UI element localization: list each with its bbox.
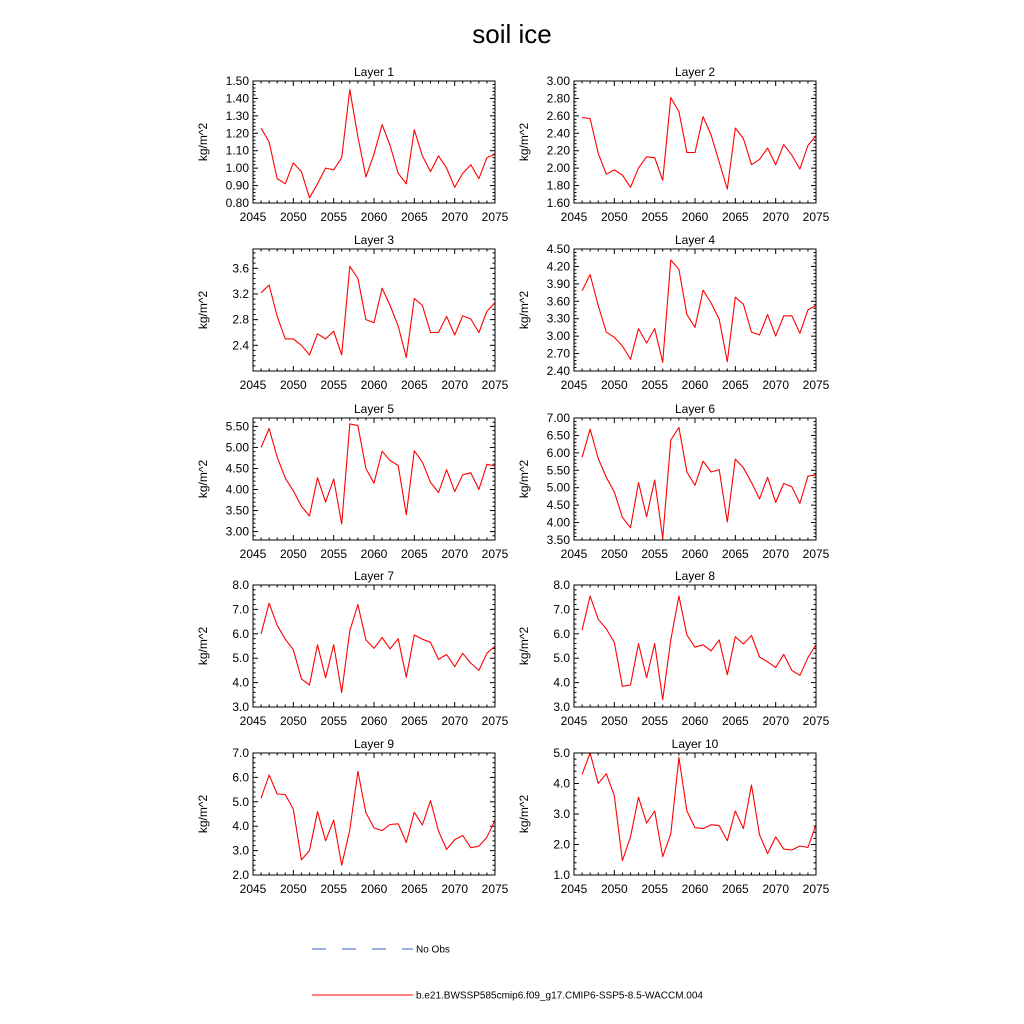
y-axis-label: kg/m^2 [196,122,210,162]
panel-9 [196,737,509,896]
x-tick-label: 2070 [441,378,469,392]
series-line [582,596,816,700]
y-tick-label: 6.0 [232,770,249,785]
y-tick-label: 2.0 [232,868,249,882]
x-tick-label: 2045 [560,882,588,896]
x-tick-label: 2065 [400,378,428,392]
panel-6 [517,402,830,561]
legend-label-no-obs: No Obs [416,944,450,956]
x-tick-label: 2045 [239,210,267,224]
x-tick-label: 2055 [320,882,348,896]
y-tick-label: 3.6 [232,261,249,276]
y-tick-label: 4.0 [232,675,249,690]
x-tick-label: 2070 [762,378,790,392]
y-tick-label: 0.90 [225,178,249,193]
x-tick-label: 2075 [802,547,830,561]
y-tick-label: 5.50 [546,463,570,478]
x-tick-label: 2055 [320,210,348,224]
x-tick-label: 2050 [279,378,307,392]
panel-8 [517,569,830,728]
y-tick-label: 7.0 [553,602,570,617]
x-tick-label: 2060 [360,378,388,392]
y-axis-label: kg/m^2 [196,626,210,666]
x-tick-label: 2060 [360,210,388,224]
x-tick-label: 2060 [360,882,388,896]
plot-frame [253,81,495,203]
y-tick-label: 4.50 [546,242,570,256]
y-tick-label: 3.30 [546,311,570,326]
y-tick-label: 3.0 [232,700,249,714]
y-tick-label: 1.50 [225,74,249,88]
y-tick-label: 7.0 [232,746,249,760]
y-tick-label: 0.80 [225,196,249,210]
x-tick-label: 2055 [641,378,669,392]
x-tick-label: 2055 [320,547,348,561]
y-tick-label: 1.10 [225,143,249,158]
x-tick-label: 2060 [681,210,709,224]
y-tick-label: 1.60 [546,196,570,210]
x-tick-label: 2075 [481,378,509,392]
x-tick-label: 2065 [721,714,749,728]
x-tick-label: 2050 [279,882,307,896]
x-tick-label: 2055 [320,378,348,392]
x-tick-label: 2060 [360,714,388,728]
y-tick-label: 2.70 [546,346,570,361]
y-axis-label: kg/m^2 [517,459,531,499]
series-line [582,427,816,538]
y-tick-label: 2.40 [546,364,570,378]
y-tick-label: 3.50 [225,503,249,518]
x-tick-label: 2045 [560,547,588,561]
panel-10 [517,737,830,896]
y-axis-label: kg/m^2 [196,794,210,834]
y-tick-label: 3.50 [546,533,570,547]
x-tick-label: 2070 [441,210,469,224]
x-tick-label: 2065 [400,210,428,224]
x-tick-label: 2065 [400,714,428,728]
y-tick-label: 1.30 [225,108,249,123]
plot-frame [253,249,495,371]
panel-title: Layer 5 [353,402,395,416]
panel-title: Layer 2 [674,65,716,79]
y-tick-label: 2.80 [546,91,570,106]
y-tick-label: 2.00 [546,161,570,176]
x-tick-label: 2045 [560,210,588,224]
x-tick-label: 2050 [279,714,307,728]
series-line [261,90,495,198]
panel-grid [196,65,830,896]
y-tick-label: 2.20 [546,143,570,158]
x-tick-label: 2075 [481,714,509,728]
panel-title: Layer 1 [353,65,395,79]
y-tick-label: 7.0 [232,602,249,617]
x-tick-label: 2070 [441,714,469,728]
series-line [582,98,816,190]
y-tick-label: 4.50 [546,498,570,513]
plot-frame [253,585,495,707]
x-tick-label: 2050 [279,547,307,561]
legend-label-model-run: b.e21.BWSSP585cmip6.f09_g17.CMIP6-SSP5-8.5-WACCM.004 [416,990,703,1002]
y-tick-label: 6.0 [553,626,570,641]
x-tick-label: 2075 [802,714,830,728]
x-tick-label: 2075 [802,882,830,896]
y-tick-label: 5.0 [553,651,570,666]
y-tick-label: 3.0 [553,807,570,821]
x-tick-label: 2055 [641,882,669,896]
x-tick-label: 2050 [279,210,307,224]
y-tick-label: 7.00 [546,411,570,425]
y-tick-label: 3.90 [546,276,570,291]
series-line [582,753,816,861]
x-tick-label: 2070 [762,547,790,561]
y-tick-label: 3.00 [546,74,570,88]
y-tick-label: 4.20 [546,259,570,274]
plot-frame [574,249,816,371]
y-tick-label: 5.0 [553,746,570,760]
y-tick-label: 5.50 [225,419,249,434]
y-tick-label: 4.00 [546,515,570,530]
x-tick-label: 2065 [400,547,428,561]
plot-frame [574,585,816,707]
panel-3 [196,233,509,392]
x-tick-label: 2050 [600,714,628,728]
y-tick-label: 1.80 [546,178,570,193]
plot-frame [253,418,495,540]
y-tick-label: 3.00 [225,524,249,539]
y-tick-label: 1.0 [553,868,570,882]
x-tick-label: 2060 [681,714,709,728]
x-tick-label: 2050 [600,378,628,392]
y-tick-label: 5.0 [232,794,249,809]
x-tick-label: 2055 [641,210,669,224]
y-tick-label: 6.00 [546,445,570,460]
series-line [261,266,495,357]
y-tick-label: 4.0 [232,819,249,834]
x-tick-label: 2060 [681,882,709,896]
y-axis-label: kg/m^2 [196,459,210,499]
x-tick-label: 2065 [721,378,749,392]
x-tick-label: 2050 [600,210,628,224]
panel-4 [517,233,830,392]
y-axis-label: kg/m^2 [517,626,531,666]
panel-1 [196,65,509,224]
x-tick-label: 2075 [481,547,509,561]
y-tick-label: 1.40 [225,91,249,106]
x-tick-label: 2055 [641,714,669,728]
y-tick-label: 1.00 [225,161,249,176]
series-line [261,603,495,692]
y-tick-label: 2.60 [546,108,570,123]
y-tick-label: 4.0 [553,776,570,791]
y-tick-label: 5.00 [546,480,570,495]
y-axis-label: kg/m^2 [196,290,210,330]
y-tick-label: 2.40 [546,126,570,141]
series-line [582,260,816,362]
panel-title: Layer 8 [674,569,716,583]
y-axis-label: kg/m^2 [517,794,531,834]
y-tick-label: 6.0 [232,626,249,641]
x-tick-label: 2075 [481,882,509,896]
x-tick-label: 2060 [360,547,388,561]
x-tick-label: 2065 [400,882,428,896]
series-line [261,771,495,865]
legend [312,945,703,1002]
x-tick-label: 2075 [802,378,830,392]
panel-5 [196,402,509,561]
y-tick-label: 3.0 [553,700,570,714]
x-tick-label: 2050 [600,547,628,561]
panel-title: Layer 7 [353,569,395,583]
panel-title: Layer 3 [353,233,395,247]
x-tick-label: 2065 [721,547,749,561]
panel-title: Layer 10 [671,737,719,751]
x-tick-label: 2055 [641,547,669,561]
y-tick-label: 3.60 [546,294,570,309]
y-tick-label: 4.50 [225,461,249,476]
y-tick-label: 3.00 [546,329,570,344]
x-tick-label: 2070 [762,882,790,896]
x-tick-label: 2055 [320,714,348,728]
x-tick-label: 2075 [481,210,509,224]
x-tick-label: 2065 [721,882,749,896]
y-tick-label: 2.0 [553,837,570,852]
x-tick-label: 2065 [721,210,749,224]
panel-7 [196,569,509,728]
x-tick-label: 2075 [802,210,830,224]
y-tick-label: 4.0 [553,675,570,690]
y-tick-label: 3.0 [232,843,249,858]
y-axis-label: kg/m^2 [517,122,531,162]
figure-title: soil ice [472,19,552,49]
y-tick-label: 8.0 [232,578,249,592]
x-tick-label: 2070 [762,210,790,224]
y-tick-label: 1.20 [225,126,249,141]
y-tick-label: 5.00 [225,440,249,455]
x-tick-label: 2060 [681,378,709,392]
series-line [261,424,495,524]
x-tick-label: 2045 [239,547,267,561]
panel-2 [517,65,830,224]
x-tick-label: 2045 [239,882,267,896]
y-tick-label: 3.2 [232,286,249,301]
x-tick-label: 2070 [762,714,790,728]
panel-title: Layer 4 [674,233,716,247]
y-tick-label: 4.00 [225,482,249,497]
plot-frame [574,418,816,540]
y-tick-label: 8.0 [553,578,570,592]
y-tick-label: 2.4 [232,338,249,353]
y-tick-label: 6.50 [546,428,570,443]
plot-frame [253,753,495,875]
x-tick-label: 2060 [681,547,709,561]
y-axis-label: kg/m^2 [517,290,531,330]
plot-frame [574,753,816,875]
plot-frame [574,81,816,203]
x-tick-label: 2070 [441,547,469,561]
panel-title: Layer 9 [353,737,395,751]
panel-title: Layer 6 [674,402,716,416]
x-tick-label: 2070 [441,882,469,896]
y-tick-label: 5.0 [232,651,249,666]
x-tick-label: 2045 [239,378,267,392]
y-tick-label: 2.8 [232,312,249,327]
x-tick-label: 2045 [239,714,267,728]
x-tick-label: 2045 [560,378,588,392]
x-tick-label: 2050 [600,882,628,896]
x-tick-label: 2045 [560,714,588,728]
